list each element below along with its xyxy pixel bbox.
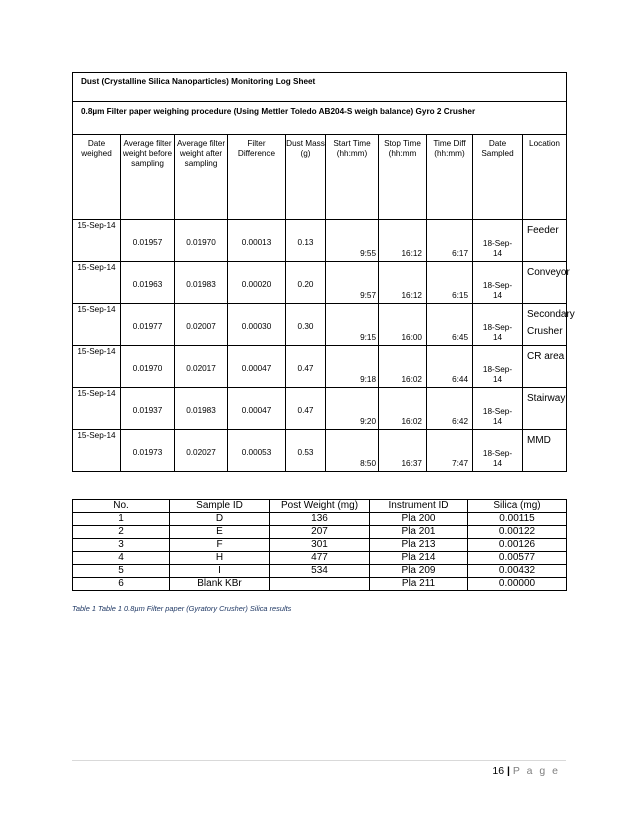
silica-post-weight-cell: 534 [270,565,370,578]
dust-mass-cell: 0.20 [297,280,314,289]
header-date-weighed: Date weighed [73,135,121,220]
footer-separator: | [507,765,510,777]
header-location: Location [523,135,567,220]
silica-row [73,552,567,565]
start-time-cell: 9:15 [360,333,376,342]
date-sampled-cell: 18-Sep-14 [482,449,513,468]
silica-value-cell: 0.00000 [468,578,567,591]
log-row [73,388,567,430]
time-diff-cell: 7:47 [452,459,468,468]
header-avg-before: Average filter weight before sampling [121,135,175,220]
log-row [73,220,567,262]
page-footer [492,765,560,777]
silica-value-cell: 0.00577 [468,552,567,565]
date-sampled-cell: 18-Sep-14 [482,281,513,300]
start-time-cell: 9:55 [360,249,376,258]
log-row [73,346,567,388]
silica-value-cell: 0.00432 [468,565,567,578]
time-diff-cell: 6:44 [452,375,468,384]
start-time-cell: 9:57 [360,291,376,300]
filter-difference-cell: 0.00047 [241,406,272,415]
avg-before-cell: 0.01937 [132,406,163,415]
silica-value-cell: 0.00122 [468,526,567,539]
log-row [73,430,567,472]
date-weighed-cell: 15-Sep-14 [77,389,116,398]
date-sampled-cell: 18-Sep-14 [482,407,513,426]
silica-header-no: No. [73,500,170,513]
date-sampled-cell: 18-Sep-14 [482,365,513,384]
stop-time-cell: 16:00 [401,333,422,342]
silica-post-weight-cell: 207 [270,526,370,539]
silica-no-cell: 3 [73,539,170,552]
dust-mass-cell: 0.53 [297,448,314,457]
avg-before-cell: 0.01963 [132,280,163,289]
silica-header-row [73,500,567,513]
date-sampled-cell: 18-Sep-14 [482,323,513,342]
header-stop-time: Stop Time (hh:mm [379,135,427,220]
avg-after-cell: 0.01983 [186,280,216,289]
filter-difference-cell: 0.00020 [241,280,272,289]
dust-mass-cell: 0.47 [297,364,314,373]
location-cell: MMD [527,435,551,446]
log-sheet-title: Dust (Crystalline Silica Nanoparticles) Monitoring Log Sheet [73,73,567,102]
date-weighed-cell: 15-Sep-14 [77,221,116,230]
silica-header-instrument-id: Instrument ID [370,500,468,513]
silica-sample-id-cell: D [170,513,270,526]
log-sheet-subtitle: 0.8µm Filter paper weighing procedure (Using Mettler Toledo AB204-S weigh balance) Gyro 2 Crusher [73,102,567,135]
silica-post-weight-cell: 477 [270,552,370,565]
start-time-cell: 9:18 [360,375,376,384]
stop-time-cell: 16:12 [401,249,422,258]
avg-before-cell: 0.01957 [132,238,163,247]
avg-after-cell: 0.02007 [186,322,216,331]
time-diff-cell: 6:15 [452,291,468,300]
log-row [73,262,567,304]
filter-difference-cell: 0.00013 [241,238,272,247]
silica-header-silica: Silica (mg) [468,500,567,513]
avg-after-cell: 0.01970 [186,238,216,247]
silica-row [73,565,567,578]
silica-no-cell: 1 [73,513,170,526]
stop-time-cell: 16:37 [401,459,422,468]
time-diff-cell: 6:45 [452,333,468,342]
silica-row [73,513,567,526]
avg-after-cell: 0.02027 [186,448,216,457]
date-weighed-cell: 15-Sep-14 [77,431,116,440]
header-start-time: Start Time (hh:mm) [326,135,379,220]
silica-sample-id-cell: E [170,526,270,539]
dust-mass-cell: 0.47 [297,406,314,415]
date-weighed-cell: 15-Sep-14 [77,263,116,272]
avg-before-cell: 0.01977 [132,322,163,331]
avg-before-cell: 0.01970 [132,364,163,373]
location-cell: Feeder [527,225,559,236]
avg-after-cell: 0.02017 [186,364,216,373]
start-time-cell: 9:20 [360,417,376,426]
silica-instrument-id-cell: Pla 200 [370,513,468,526]
silica-post-weight-cell: 301 [270,539,370,552]
silica-sample-id-cell: F [170,539,270,552]
silica-no-cell: 5 [73,565,170,578]
silica-row [73,539,567,552]
silica-instrument-id-cell: Pla 201 [370,526,468,539]
stop-time-cell: 16:12 [401,291,422,300]
start-time-cell: 8:50 [360,459,376,468]
filter-difference-cell: 0.00030 [241,322,272,331]
silica-header-sample-id: Sample ID [170,500,270,513]
date-weighed-cell: 15-Sep-14 [77,347,116,356]
silica-results-table [72,499,567,591]
silica-no-cell: 6 [73,578,170,591]
silica-instrument-id-cell: Pla 214 [370,552,468,565]
silica-post-weight-cell [270,578,370,591]
header-filter-difference: Filter Difference [228,135,286,220]
location-cell: Secondary Crusher [527,309,575,337]
silica-no-cell: 4 [73,552,170,565]
time-diff-cell: 6:17 [452,249,468,258]
stop-time-cell: 16:02 [401,375,422,384]
silica-value-cell: 0.00126 [468,539,567,552]
footer-divider [72,760,566,761]
location-cell: CR area [527,351,565,362]
filter-difference-cell: 0.00053 [241,448,272,457]
page-number: 16 [492,765,505,777]
location-cell: Stairway [527,393,566,404]
table-caption: Table 1 Table 1 0.8µm Filter paper (Gyratory Crusher) Silica results [72,604,292,613]
silica-instrument-id-cell: Pla 209 [370,565,468,578]
silica-row [73,578,567,591]
silica-sample-id-cell: Blank KBr [170,578,270,591]
silica-instrument-id-cell: Pla 211 [370,578,468,591]
avg-after-cell: 0.01983 [186,406,216,415]
date-weighed-cell: 15-Sep-14 [77,305,116,314]
silica-sample-id-cell: H [170,552,270,565]
silica-value-cell: 0.00115 [468,513,567,526]
stop-time-cell: 16:02 [401,417,422,426]
header-dust-mass: Dust Mass (g) [286,135,326,220]
silica-instrument-id-cell: Pla 213 [370,539,468,552]
header-date-sampled: Date Sampled [473,135,523,220]
column-header-row [73,135,567,220]
header-avg-after: Average filter weight after sampling [175,135,228,220]
dust-mass-cell: 0.13 [297,238,314,247]
page-label: P a g e [512,765,560,777]
avg-before-cell: 0.01973 [132,448,163,457]
silica-post-weight-cell: 136 [270,513,370,526]
time-diff-cell: 6:42 [452,417,468,426]
date-sampled-cell: 18-Sep-14 [482,239,513,258]
monitoring-log-table [72,72,575,472]
silica-header-post-weight: Post Weight (mg) [270,500,370,513]
silica-sample-id-cell: I [170,565,270,578]
log-row [73,304,567,346]
header-time-diff: Time Diff (hh:mm) [427,135,473,220]
silica-no-cell: 2 [73,526,170,539]
filter-difference-cell: 0.00047 [241,364,272,373]
location-cell: Conveyor [527,267,570,278]
silica-row [73,526,567,539]
dust-mass-cell: 0.30 [297,322,314,331]
